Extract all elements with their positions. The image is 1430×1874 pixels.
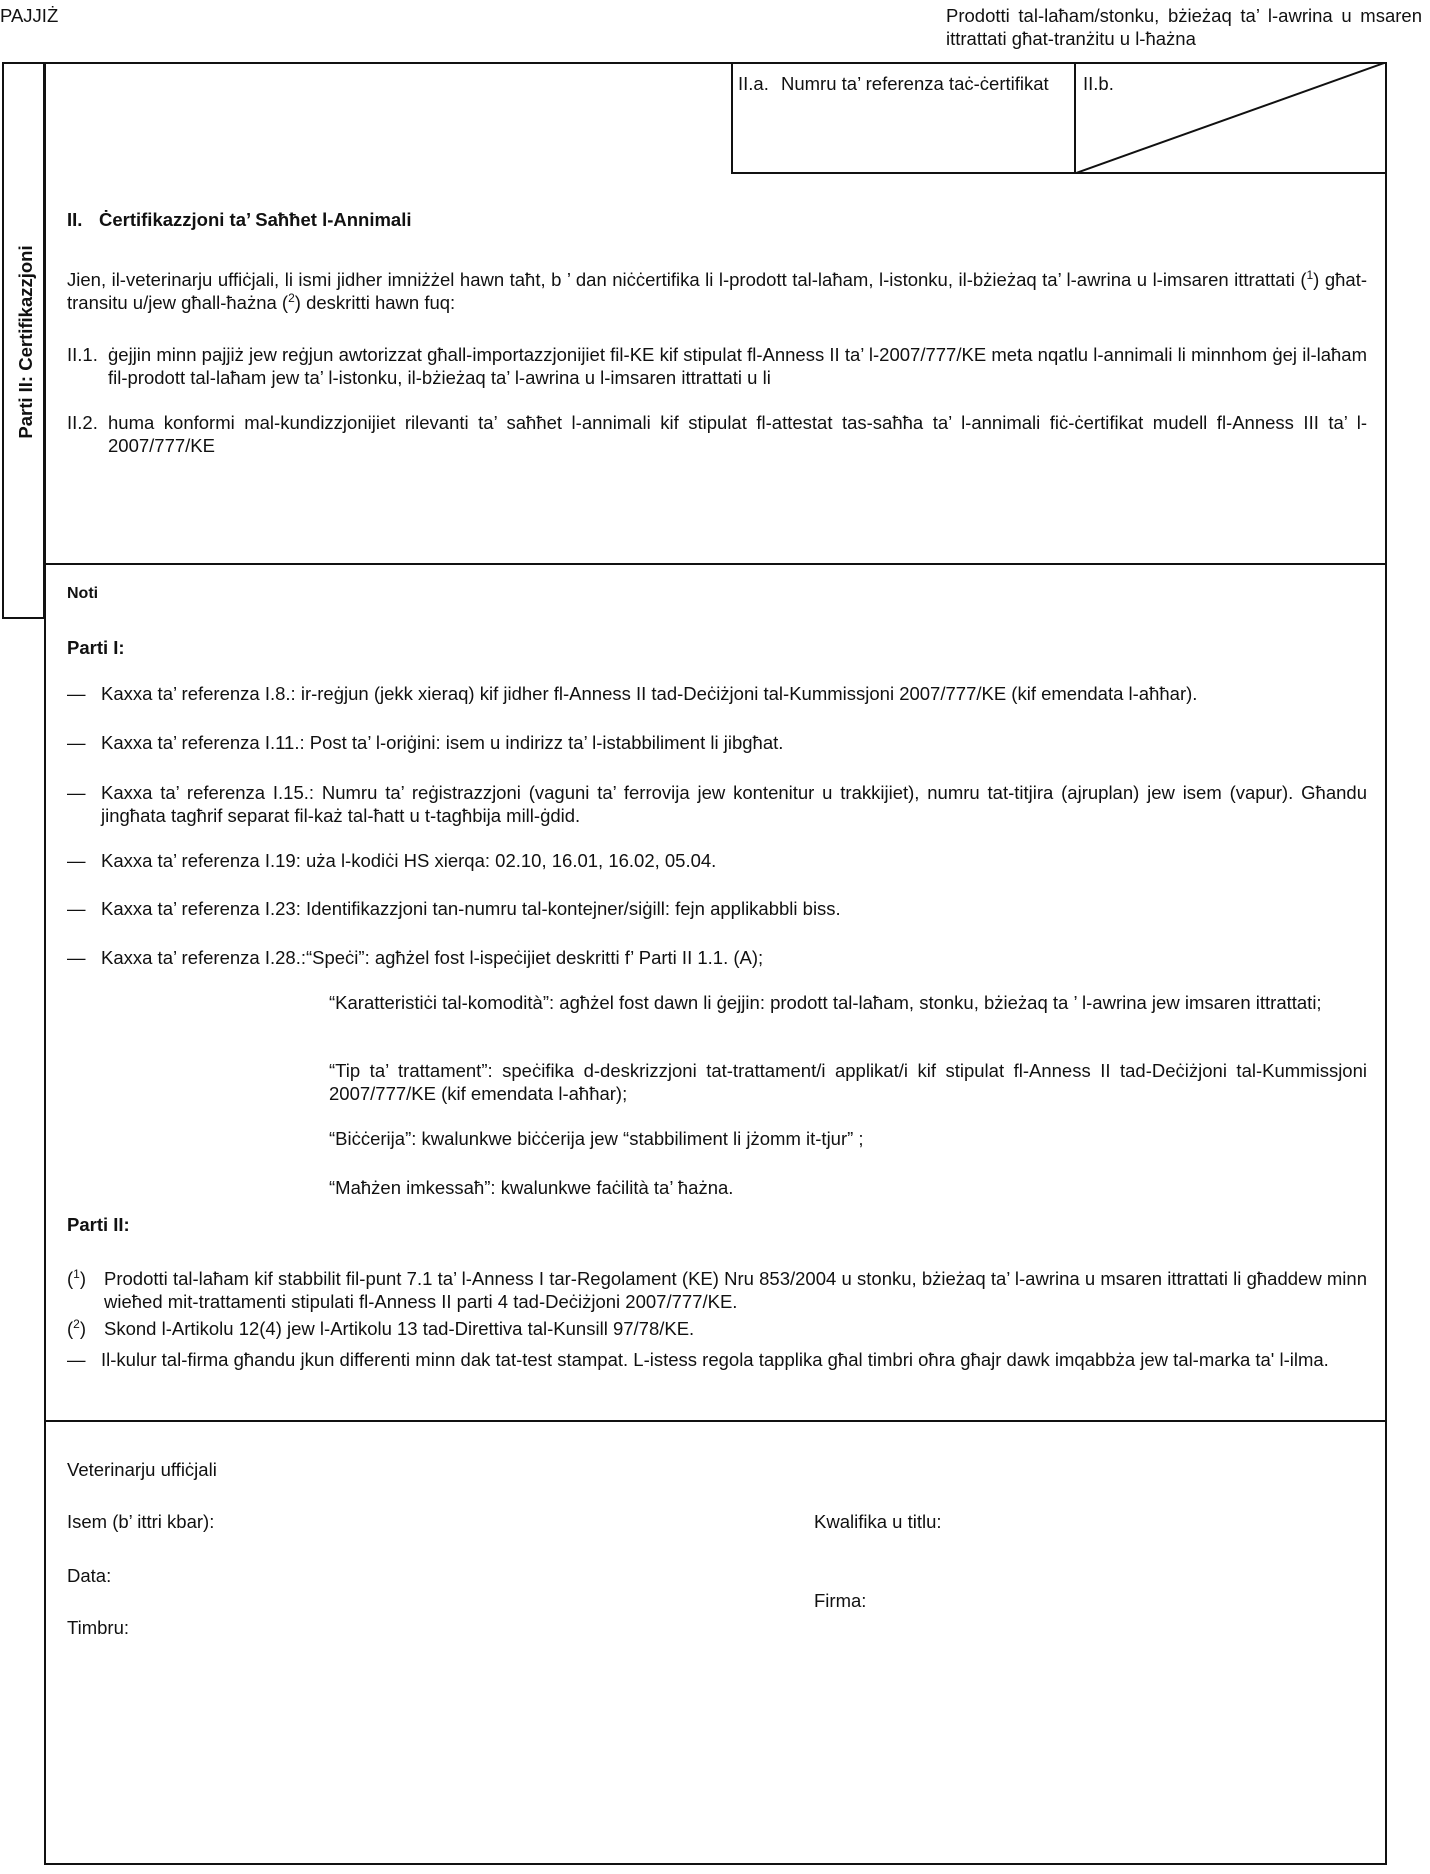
note-text: Kaxxa ta’ referenza I.23: Identifikazzjoni tan-numru tal-kontejner/siġill: fejn applikabbli biss. <box>101 898 841 919</box>
section-intro: Jien, il-veterinarju uffiċjali, li ismi jidher imniżżel hawn taħt, b ’ dan niċċertifika li l-prodott tal-laħam, l-istonku, il-bżieżaq ta’ l-awrina u l-imsaren ittrattati ($^1$) għat-transitu u/jew għall-ħażna ($^2$) deskritti hawn fuq: <box>67 267 1368 313</box>
dash-bullet: — <box>67 947 86 968</box>
name-field-label: Isem (b’ ittri kbar): <box>67 1511 215 1532</box>
country-header: PAJJIŻ <box>0 5 59 26</box>
certification-item <box>67 411 1367 457</box>
note-subitem: “Maħżen imkessaħ”: kwalunkwe faċilità ta’ ħażna. <box>329 1177 734 1198</box>
dash-bullet: — <box>67 850 86 871</box>
ref-a-number: II.a. <box>738 73 769 94</box>
note-item <box>67 731 1367 754</box>
ref-a-label: Numru ta’ referenza taċ-ċertifikat <box>781 73 1049 94</box>
signature-divider <box>44 1420 1387 1422</box>
note-item <box>67 1348 1367 1371</box>
item-text: huma konformi mal-kundizzjonijiet rilevanti ta’ saħħet l-annimali kif stipulat fl-attestat tas-saħħa ta’ l-annimali fiċ-ċertifikat mudell fl-Anness III ta’ l-2007/777/KE <box>108 412 1367 456</box>
footnote-marker: ($^2$) <box>67 1316 87 1339</box>
footnote <box>67 1267 1367 1313</box>
note-subitem: “Biċċerija”: kwalunkwe biċċerija jew “stabbiliment li jżomm it-tjur” ; <box>329 1128 864 1149</box>
note-subitem: “Karatteristiċi tal-komodità”: agħżel fost dawn li ġejjin: prodott tal-laħam, stonku, bżieżaq ta ’ l-awrina jew imsaren ittrattati; <box>329 992 1322 1013</box>
certification-item <box>67 343 1367 389</box>
stamp-field-label: Timbru: <box>67 1617 130 1638</box>
part1-title: Parti I: <box>67 637 125 658</box>
dash-bullet: — <box>67 732 86 753</box>
note-item <box>67 849 1367 872</box>
date-field-label: Data: <box>67 1565 112 1586</box>
signature-title: Veterinarju uffiċjali <box>67 1459 217 1480</box>
note-text: Kaxxa ta’ referenza I.11.: Post ta’ l-oriġini: isem u indirizz ta’ l-istabbiliment li jibgħat. <box>101 732 784 753</box>
note-text: Kaxxa ta’ referenza I.28.:“Speċi”: agħżel fost l-ispeċijiet deskritti f’ Parti II 1.1. (A); <box>101 947 764 968</box>
footnote <box>67 1317 1367 1340</box>
dash-bullet: — <box>67 898 86 919</box>
note-item <box>67 946 1367 969</box>
side-label: Parti II: Certifikazzjoni <box>15 245 36 439</box>
side-tab <box>2 62 45 619</box>
item-number: II.2. <box>67 412 98 433</box>
section-divider <box>44 563 1387 565</box>
section-title: Ċertifikazzjoni ta’ Saħħet l-Annimali <box>99 209 412 230</box>
product-header: Prodotti tal-laħam/stonku, bżieżaq ta’ l-awrina u msaren ittrattati għat-tranżitu u l-ħażna <box>946 5 1422 49</box>
note-subitem: “Tip ta’ trattament”: speċifika d-deskrizzjoni tat-trattament/i applikat/i kif stipulat fl-Anness II tad-Deċiżjoni tal-Kummissjoni 2007/777/KE (kif emendata l-aħħar); <box>329 1060 1367 1104</box>
part2-title: Parti II: <box>67 1214 130 1235</box>
dash-bullet: — <box>67 683 86 704</box>
footnote-text: Prodotti tal-laħam kif stabbilit fil-punt 7.1 ta’ l-Anness I tar-Regolament (KE) Nru 853/2004 u stonku, bżieżaq ta’ l-awrina u msaren ittrattati li għaddew minn wieħed mit-trattamenti stipulati fl-Anness II parti 4 tad-Deċiżjoni 2007/777/KE. <box>104 1268 1367 1312</box>
section-title-number: II. <box>67 209 83 230</box>
note-item <box>67 781 1367 827</box>
signature-field-label: Firma: <box>814 1590 867 1611</box>
dash-bullet: — <box>67 1349 86 1370</box>
reference-diagonal <box>1076 62 1387 174</box>
note-text: Il-kulur tal-firma għandu jkun differenti minn dak tat-test stampat. L-istess regola tapplika għal timbri oħra għajr dawk imqabbża jew tal-marka ta' l-ilma. <box>101 1349 1329 1370</box>
note-text: Kaxxa ta’ referenza I.8.: ir-reġjun (jekk xieraq) kif jidher fl-Anness II tad-Deċiżjoni tal-Kummissjoni 2007/777/KE (kif emendata l-aħħar). <box>101 683 1198 704</box>
qualification-field-label: Kwalifika u titlu: <box>814 1511 942 1532</box>
dash-bullet: — <box>67 782 86 803</box>
item-number: II.1. <box>67 344 98 365</box>
footnote-text: Skond l-Artikolu 12(4) jew l-Artikolu 13 tad-Direttiva tal-Kunsill 97/78/KE. <box>104 1318 695 1339</box>
note-item <box>67 682 1367 705</box>
ref-b-number: II.b. <box>1083 73 1114 94</box>
note-text: Kaxxa ta’ referenza I.19: uża l-kodiċi HS xierqa: 02.10, 16.01, 16.02, 05.04. <box>101 850 717 871</box>
note-item <box>67 897 1367 920</box>
note-text: Kaxxa ta’ referenza I.15.: Numru ta’ reġistrazzjoni (vaguni ta’ ferrovija jew kontenitur u trakkijiet), numru tat-titjira (ajruplan) jew isem (vapur). Għandu jingħata tagħrif separat fil-każ tal-ħatt u t-tagħbija mill-ġdid. <box>101 782 1367 826</box>
item-text: ġejjin minn pajjiż jew reġjun awtorizzat għall-importazzjonijiet fil-KE kif stipulat fl-Anness II ta’ l-2007/777/KE meta nqatlu l-annimali li minnhom ġej il-laħam fil-prodott tal-laħam jew ta’ l-istonku, il-bżieżaq ta’ l-awrina u l-imsaren ittrattati u li <box>108 344 1367 388</box>
notes-title: Noti <box>67 585 99 602</box>
footnote-marker: ($^1$) <box>67 1266 87 1289</box>
